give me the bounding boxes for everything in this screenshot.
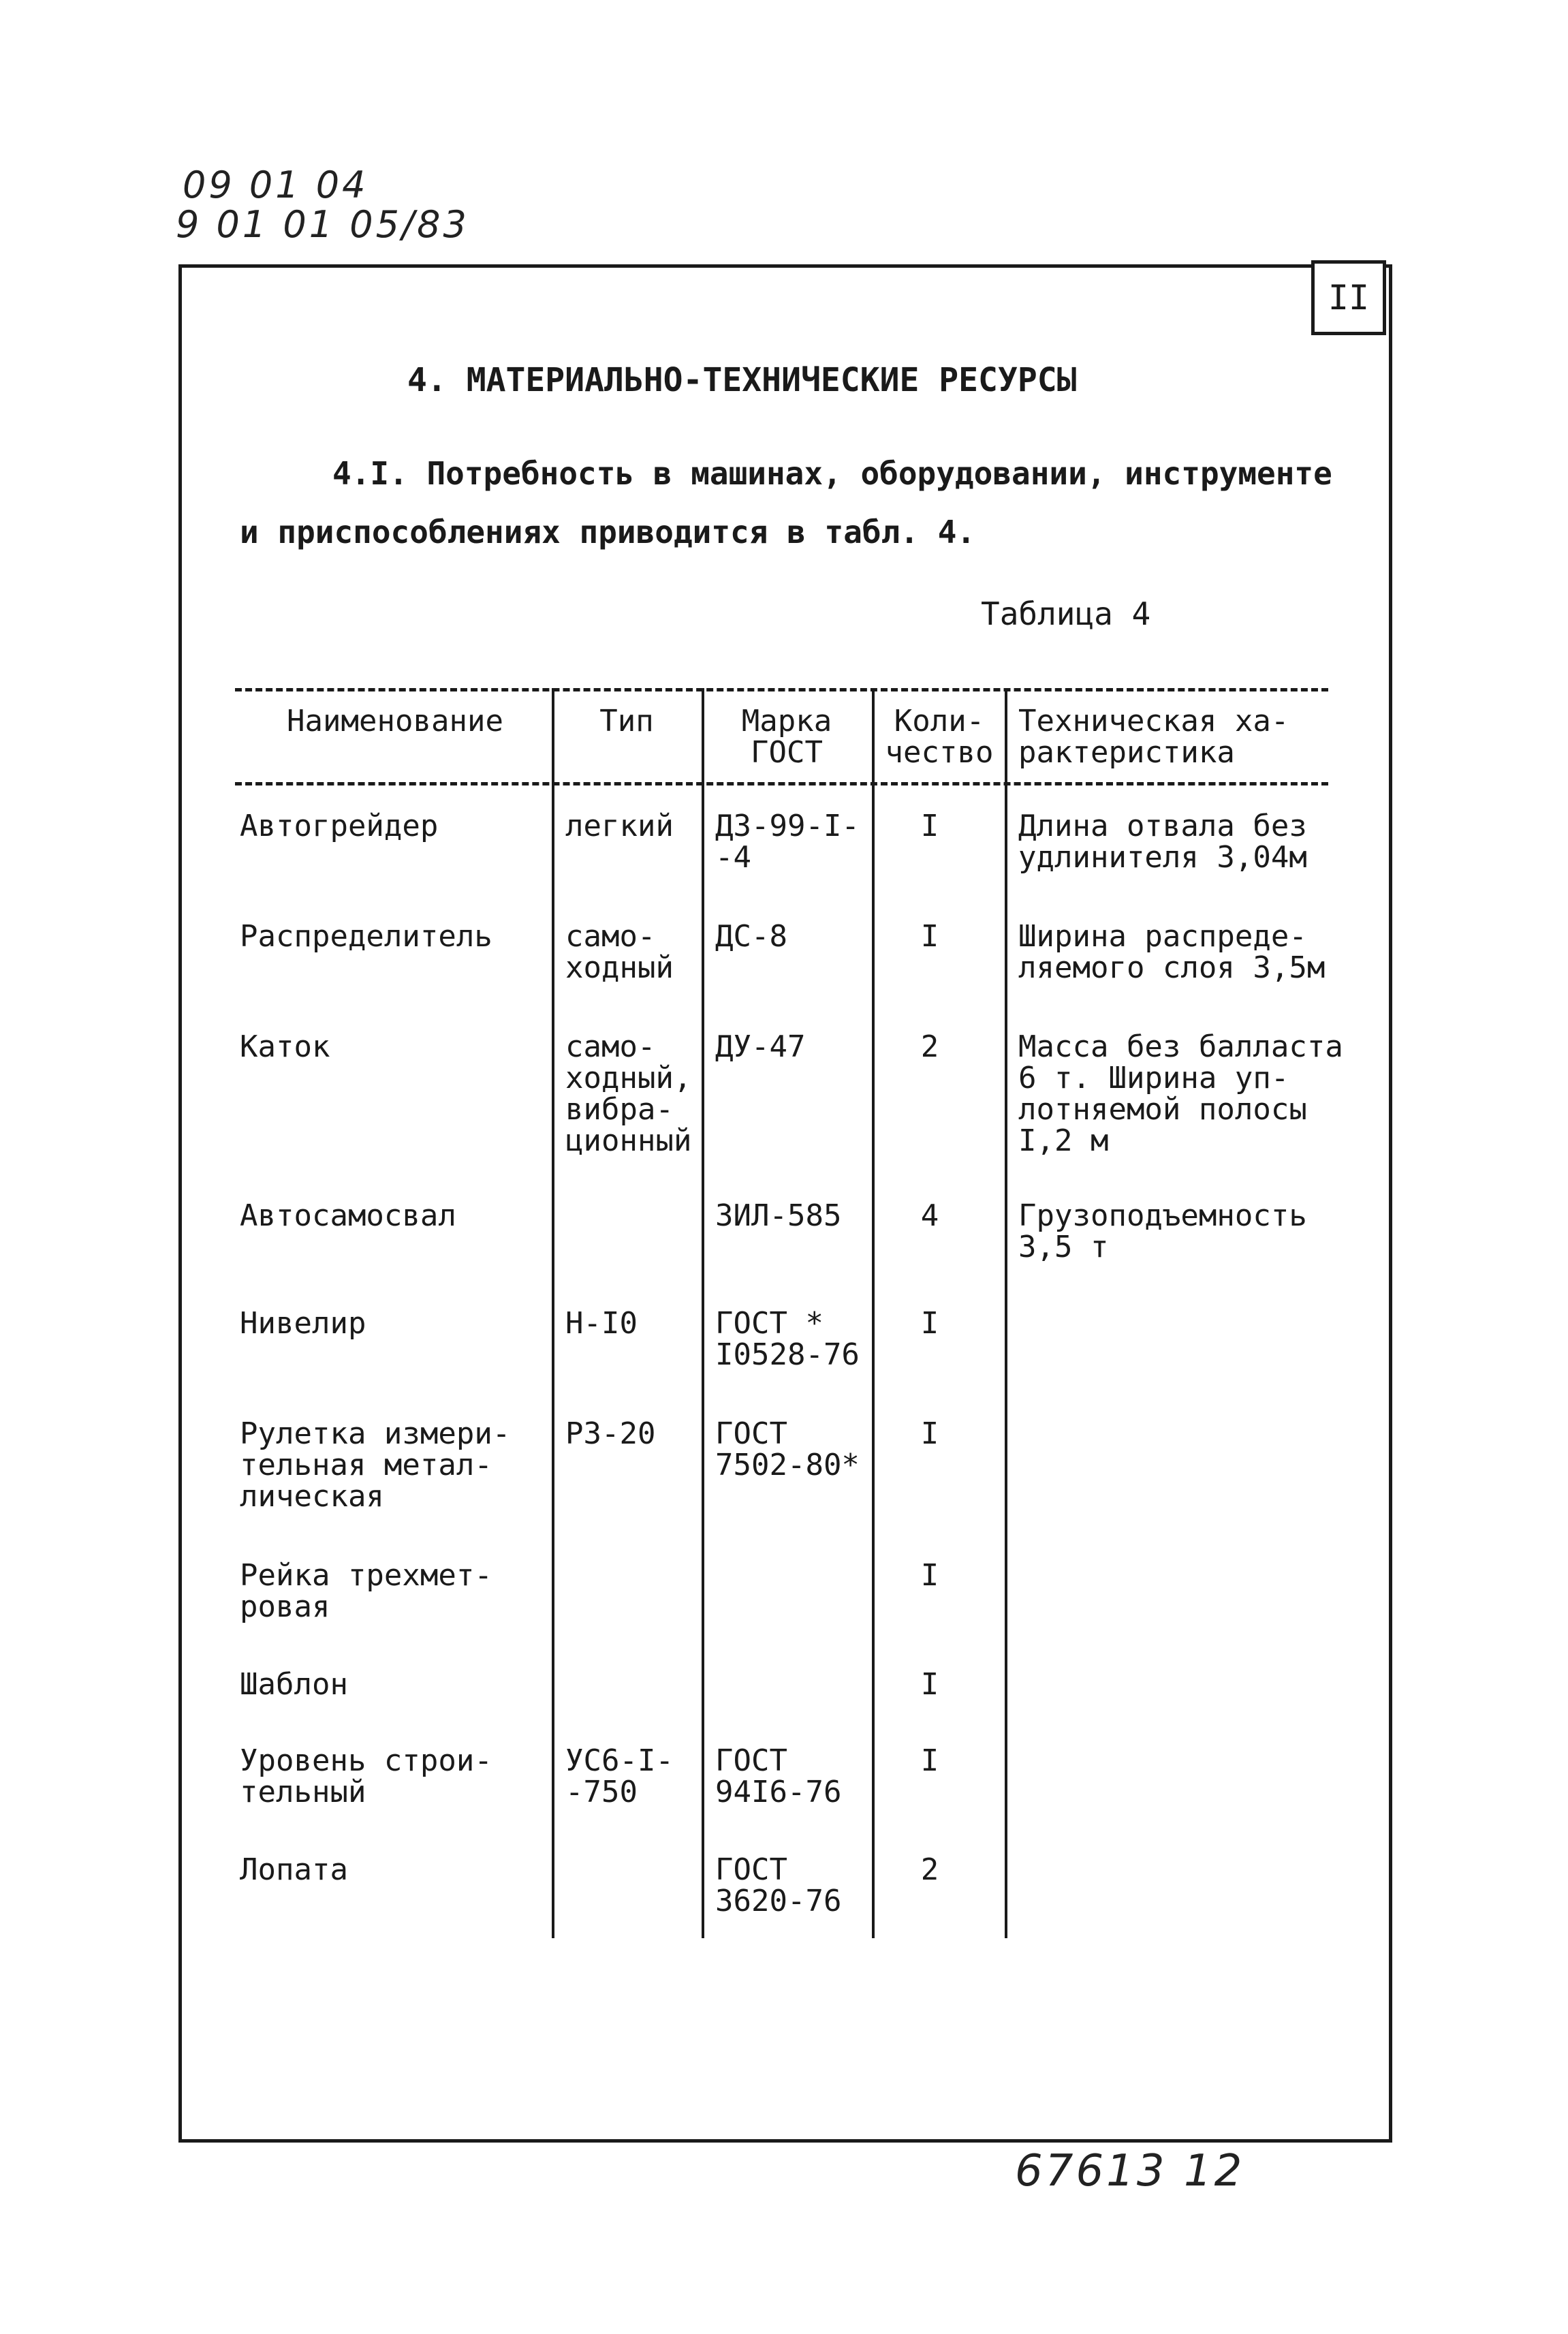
header-mark-line: ГОСТ <box>751 735 823 770</box>
cell-line: Грузоподъемность <box>1018 1198 1307 1233</box>
cell-name <box>240 1418 510 1512</box>
cell-line: ДУ-47 <box>715 1029 806 1064</box>
cell-line: ГОСТ * <box>715 1306 824 1341</box>
header-name <box>252 706 538 737</box>
cell-line: ционный <box>565 1123 692 1158</box>
header-spec-line: Техническая ха- <box>1018 704 1289 738</box>
cell-mark <box>715 1745 841 1808</box>
handwritten-code-line2: 9 01 01 05/83 <box>176 203 469 246</box>
header-divider <box>552 688 554 783</box>
header-divider <box>1005 688 1007 783</box>
cell-line: легкий <box>565 809 674 843</box>
cell-line: лическая <box>240 1479 384 1514</box>
cell-qty: 2 <box>920 1852 939 1887</box>
cell-line: ДЗ-99-I- <box>715 809 860 843</box>
cell-qty: 2 <box>920 1029 939 1064</box>
cell-line: УС6-I- <box>565 1743 674 1778</box>
page-number: II <box>1311 260 1386 335</box>
header-type-line: Тип <box>599 704 654 738</box>
cell-mark <box>715 1854 841 1917</box>
cell-line: лотняемой полосы <box>1018 1092 1307 1127</box>
cell-spec <box>1018 811 1307 873</box>
cell-line: ДС-8 <box>715 919 787 954</box>
cell-mark <box>715 1200 841 1232</box>
cell-line: ГОСТ <box>715 1416 787 1451</box>
cell-name <box>240 1308 366 1339</box>
cell-qty: I <box>920 809 939 843</box>
cell-line: Н-I0 <box>565 1306 638 1341</box>
cell-line: удлинителя 3,04м <box>1018 840 1307 875</box>
cell-spec <box>1018 921 1325 984</box>
cell-line: Лопата <box>240 1852 348 1887</box>
cell-spec <box>1018 1200 1307 1263</box>
table-caption: Таблица 4 <box>981 595 1151 632</box>
cell-line: Шаблон <box>240 1667 348 1702</box>
cell-name <box>240 1854 348 1886</box>
cell-qty: I <box>920 1667 939 1702</box>
column-divider <box>1005 783 1007 1938</box>
cell-line: ГОСТ <box>715 1743 787 1778</box>
cell-line: Нивелир <box>240 1306 366 1341</box>
cell-line: тельный <box>240 1775 366 1809</box>
cell-qty: I <box>920 1558 939 1593</box>
handwritten-code-line1: 09 01 04 <box>183 164 369 206</box>
intro-text-line1: 4.I. Потребность в машинах, оборудовании, инструменте <box>332 455 1332 492</box>
cell-mark <box>715 1418 860 1481</box>
cell-name <box>240 1669 348 1700</box>
header-type <box>559 706 695 737</box>
cell-line: ляемого слоя 3,5м <box>1018 950 1326 985</box>
cell-line: -750 <box>565 1775 638 1809</box>
header-spec-line: рактеристика <box>1018 735 1235 770</box>
column-divider <box>552 783 554 1938</box>
cell-line: тельная метал- <box>240 1448 492 1482</box>
cell-line: Автосамосвал <box>240 1198 456 1233</box>
cell-line: -4 <box>715 840 751 875</box>
cell-line: Ширина распреде- <box>1018 919 1307 954</box>
cell-line: Каток <box>240 1029 330 1064</box>
cell-qty: I <box>920 1306 939 1341</box>
table-top-rule <box>235 688 1328 691</box>
header-qty-line: Коли- <box>894 704 985 738</box>
cell-line: ЗИЛ-585 <box>715 1198 842 1233</box>
cell-line: Автогрейдер <box>240 809 439 843</box>
cell-mark <box>715 1308 860 1371</box>
cell-mark <box>715 1031 805 1063</box>
cell-line: ходный <box>565 950 674 985</box>
section-title: 4. МАТЕРИАЛЬНО-ТЕХНИЧЕСКИЕ РЕСУРСЫ <box>407 361 1077 399</box>
intro-text-line2: и приспособлениях приводится в табл. 4. <box>240 514 976 550</box>
cell-line: Рейка трехмет- <box>240 1558 492 1593</box>
cell-line: I0528-76 <box>715 1337 860 1372</box>
column-divider <box>872 783 875 1938</box>
header-spec <box>1018 706 1289 768</box>
cell-type <box>565 1418 655 1450</box>
cell-line: Уровень строи- <box>240 1743 492 1778</box>
cell-name <box>240 1031 330 1063</box>
cell-line: Масса без балласта <box>1018 1029 1343 1064</box>
cell-line: ходный, <box>565 1061 692 1095</box>
cell-line: I,2 м <box>1018 1123 1109 1158</box>
cell-line: Рулетка измери- <box>240 1416 511 1451</box>
cell-qty: I <box>920 1416 939 1451</box>
cell-line: Распределитель <box>240 919 492 954</box>
cell-spec <box>1018 1031 1343 1157</box>
cell-qty: I <box>920 1743 939 1778</box>
cell-line: 7502-80* <box>715 1448 860 1482</box>
cell-line: Длина отвала без <box>1018 809 1307 843</box>
cell-line: 94I6-76 <box>715 1775 842 1809</box>
header-divider <box>702 688 704 783</box>
cell-line: само- <box>565 919 656 954</box>
cell-line: вибра- <box>565 1092 674 1127</box>
cell-type <box>565 921 674 984</box>
column-divider <box>702 783 704 1938</box>
cell-mark <box>715 811 860 873</box>
header-mark-line: Марка <box>741 704 832 738</box>
cell-name <box>240 921 492 952</box>
table-header-rule <box>235 782 1328 785</box>
header-qty-line: чество <box>885 735 994 770</box>
cell-qty: 4 <box>920 1198 939 1233</box>
cell-name <box>240 1560 492 1623</box>
cell-line: ровая <box>240 1589 330 1624</box>
cell-type <box>565 1745 674 1808</box>
cell-line: 3,5 т <box>1018 1230 1109 1264</box>
header-mark <box>708 706 865 768</box>
cell-name <box>240 811 438 842</box>
handwritten-page-code: 67613 12 <box>1015 2146 1245 2196</box>
header-name-line: Наименование <box>287 704 503 738</box>
cell-name <box>240 1200 456 1232</box>
cell-name <box>240 1745 492 1808</box>
cell-line: 6 т. Ширина уп- <box>1018 1061 1289 1095</box>
cell-line: РЗ-20 <box>565 1416 656 1451</box>
cell-qty: I <box>920 919 939 954</box>
header-qty <box>875 706 1004 768</box>
cell-line: ГОСТ <box>715 1852 787 1887</box>
cell-mark <box>715 921 787 952</box>
cell-line: 3620-76 <box>715 1884 842 1918</box>
cell-line: само- <box>565 1029 656 1064</box>
cell-type <box>565 811 674 842</box>
cell-type <box>565 1308 638 1339</box>
cell-type <box>565 1031 691 1157</box>
